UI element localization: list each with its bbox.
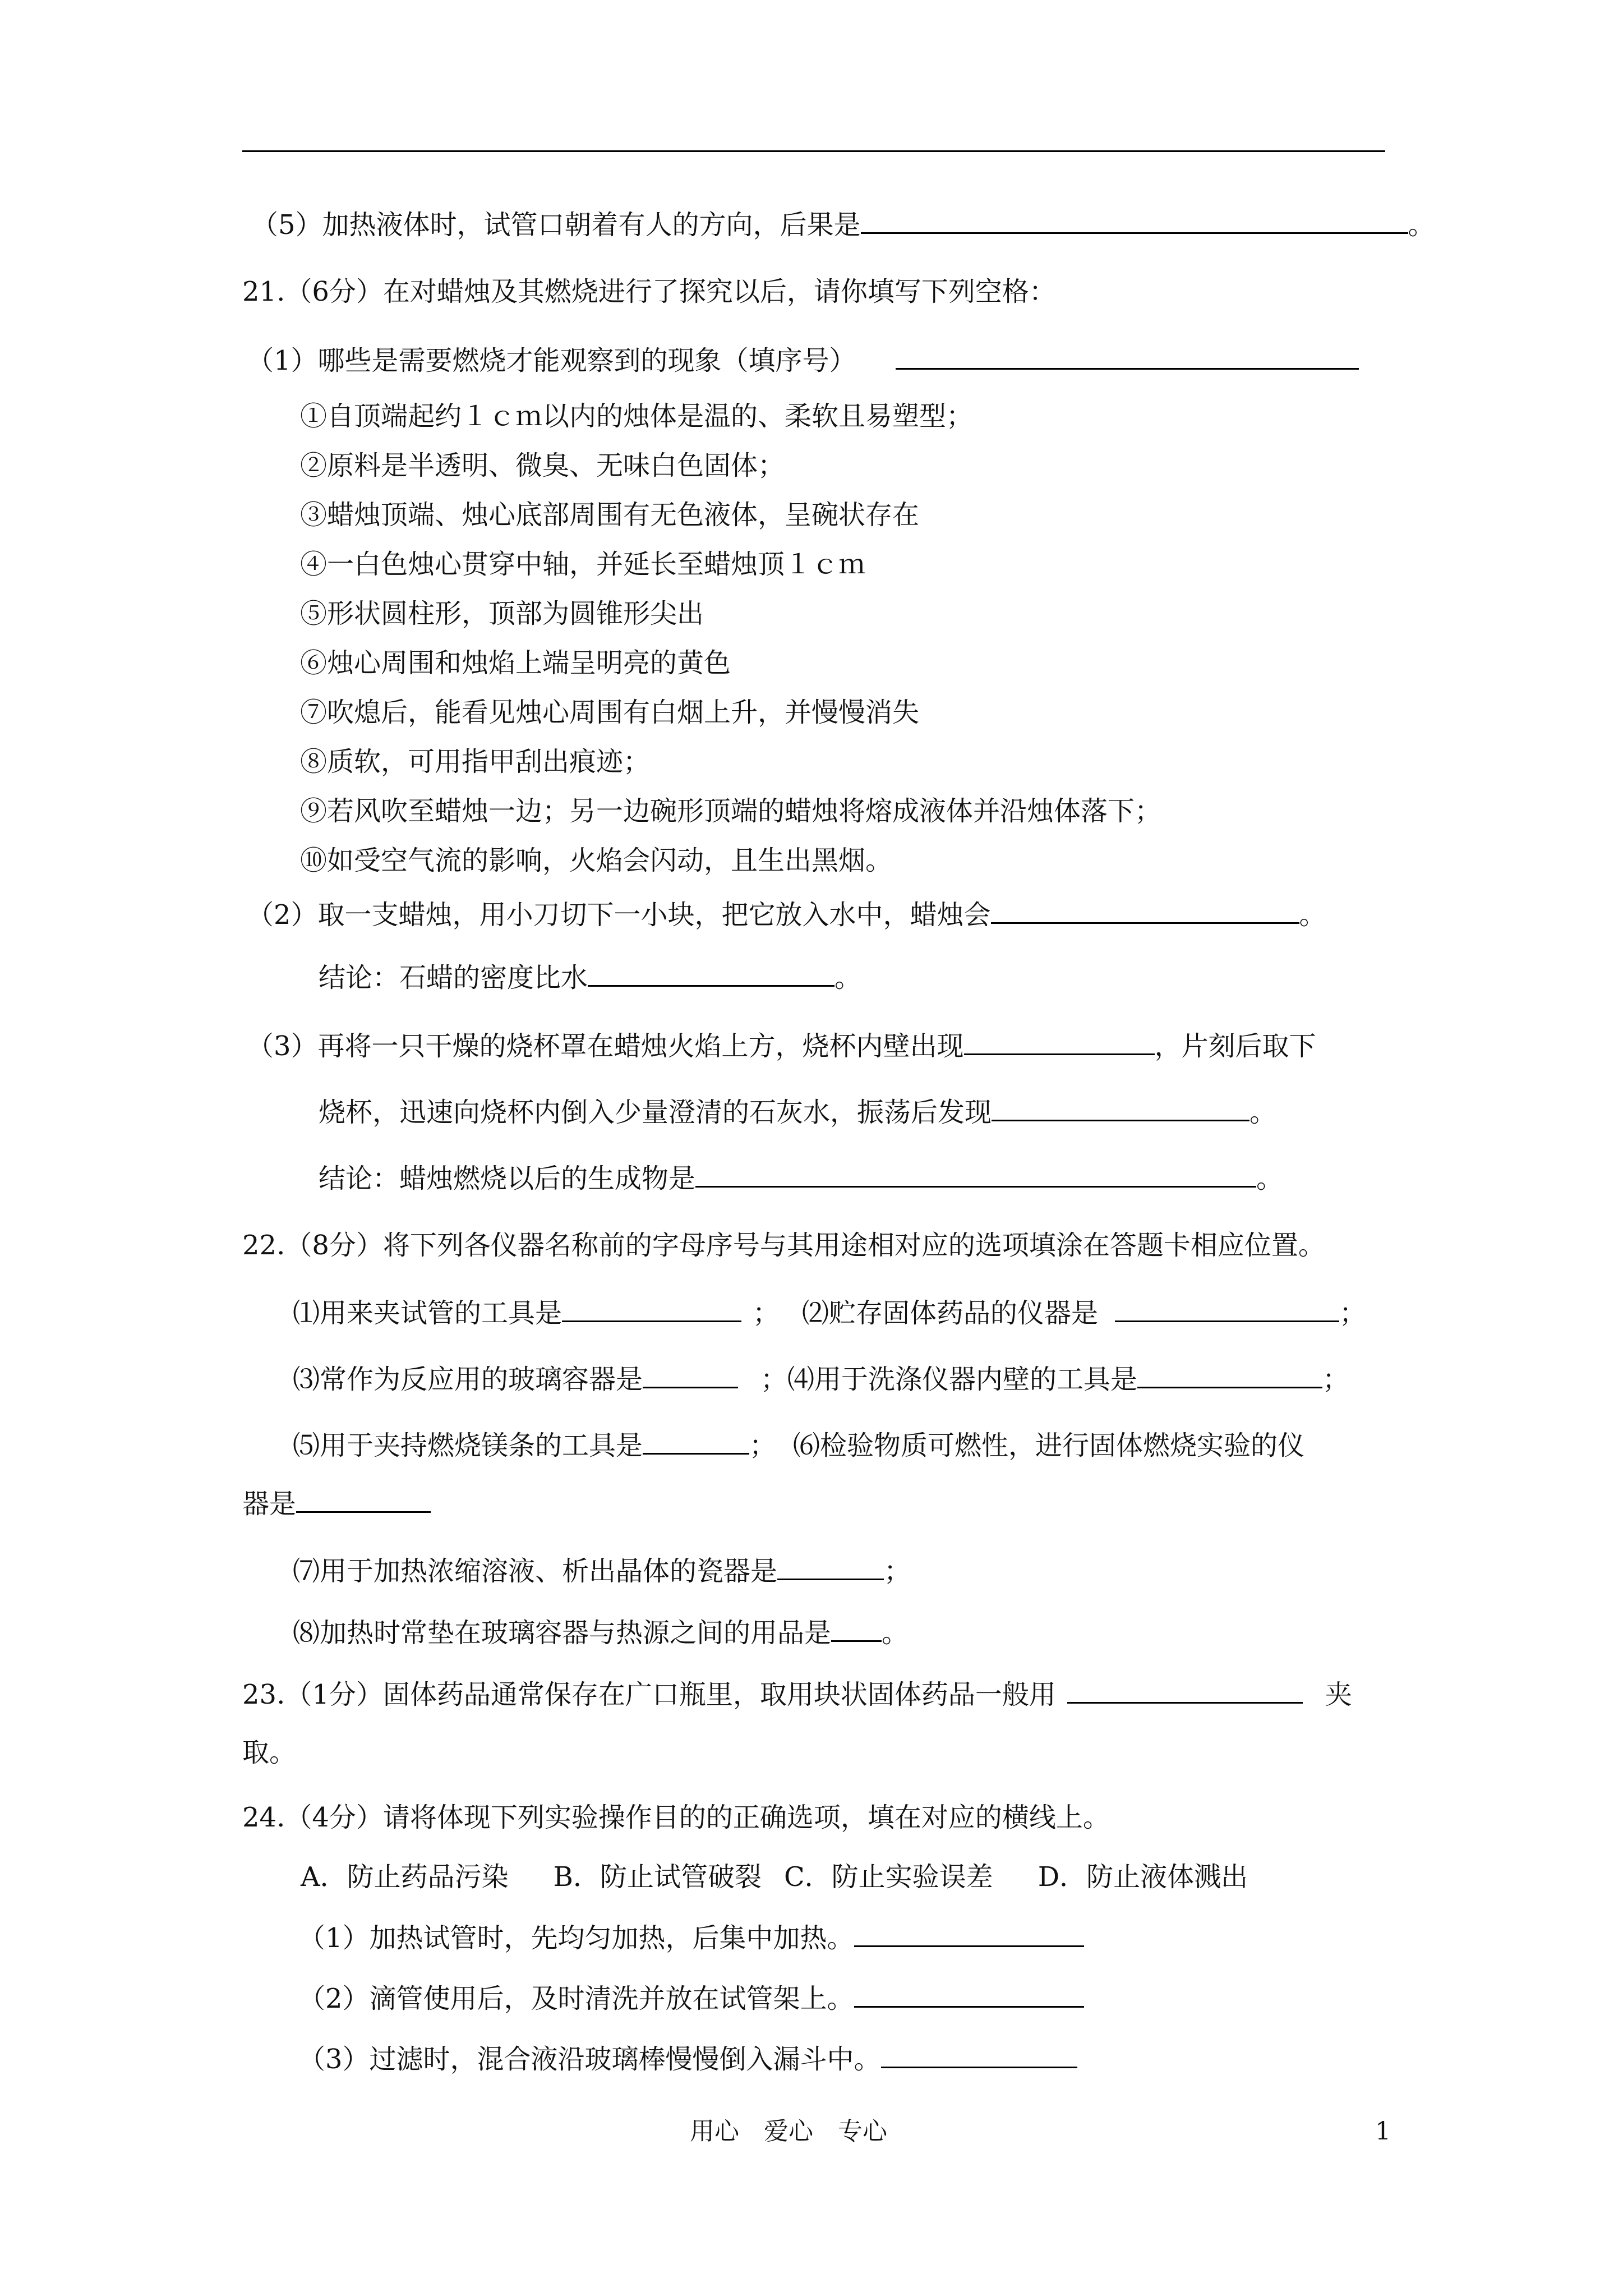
q21-part2: （2）取一支蜡烛，用小刀切下一小块，把它放入水中，蜡烛会 。 xyxy=(247,898,1326,932)
q22-row3-cont: 器是 xyxy=(242,1487,431,1521)
answer-blank[interactable] xyxy=(777,1554,884,1580)
q21-part3-line1: （3）再将一只干燥的烧杯罩在蜡烛火焰上方，烧杯内壁出现 ，片刻后取下 xyxy=(247,1029,1316,1063)
answer-blank[interactable] xyxy=(992,1095,1249,1121)
answer-blank[interactable] xyxy=(964,1029,1155,1055)
q22-row4: ⑺用于加热浓缩溶液、析出晶体的瓷器是 ； xyxy=(293,1554,911,1588)
q24-option-a: A．防止药品污染 xyxy=(301,1861,509,1893)
q20-item5: （5）加热液体时，试管口朝着有人的方向，后果是 。 xyxy=(251,208,1435,242)
q23-cont: 取。 xyxy=(242,1737,297,1768)
q24-statement-2: （2）滴管使用后，及时清洗并放在试管架上。 xyxy=(298,1981,1084,2016)
q24-statement-1: （1）加热试管时，先均匀加热，后集中加热。 xyxy=(298,1921,1084,1955)
q21-option: ⑦吹熄后，能看见烛心周围有白烟上升，并慢慢消失 xyxy=(300,697,920,728)
answer-blank[interactable] xyxy=(588,960,834,987)
answer-blank[interactable] xyxy=(695,1161,1256,1188)
q22-row3: ⑸用于夹持燃烧镁条的工具是 ； ⑹检验物质可燃性，进行固体燃烧实验的仪 xyxy=(293,1428,1304,1462)
q24-title: 24.（4分）请将体现下列实验操作目的的正确选项，填在对应的横线上。 xyxy=(242,1802,1110,1833)
q22-row1: ⑴用来夹试管的工具是 ； ⑵贮存固体药品的仪器是 ； xyxy=(293,1296,1366,1330)
q21-option: ⑥烛心周围和烛焰上端呈明亮的黄色 xyxy=(300,647,731,679)
q21-option: ⑧质软，可用指甲刮出痕迹； xyxy=(300,746,651,777)
q21-option: ⑤形状圆柱形，顶部为圆锥形尖出 xyxy=(300,598,704,629)
answer-blank[interactable] xyxy=(831,1616,882,1642)
answer-blank[interactable] xyxy=(562,1296,741,1322)
q21-option: ⑨若风吹至蜡烛一边；另一边碗形顶端的蜡烛将熔成液体并沿烛体落下； xyxy=(300,795,1162,827)
q22-row5: ⑻加热时常垫在玻璃容器与热源之间的用品是 。 xyxy=(293,1616,909,1650)
answer-blank[interactable] xyxy=(854,1921,1084,1947)
q24-options xyxy=(301,1860,1248,1894)
answer-blank[interactable] xyxy=(881,2042,1077,2068)
q21-option: ⑩如受空气流的影响，火焰会闪动，且生出黑烟。 xyxy=(300,845,893,876)
q21-title: 21.（6分）在对蜡烛及其燃烧进行了探究以后，请你填写下列空格： xyxy=(242,276,1056,307)
q21-part2-conclusion: 结论：石蜡的密度比水 。 xyxy=(319,960,861,995)
footer-motto: 用心 爱心 专心 xyxy=(690,2117,887,2146)
q21-option: ④一白色烛心贯穿中轴，并延长至蜡烛顶１ｃｍ xyxy=(300,549,866,580)
q24-option-c: C．防止实验误差 xyxy=(783,1861,993,1893)
q21-part1: （1）哪些是需要燃烧才能观察到的现象（填序号） xyxy=(247,343,1359,378)
answer-blank[interactable] xyxy=(861,208,1408,234)
answer-blank[interactable] xyxy=(296,1487,431,1513)
q22-title: 22.（8分）将下列各仪器名称前的字母序号与其用途相对应的选项填涂在答题卡相应位置。 xyxy=(242,1230,1325,1261)
q21-option: ②原料是半透明、微臭、无味白色固体； xyxy=(300,450,785,481)
q21-option: ③蜡烛顶端、烛心底部周围有无色液体，呈碗状存在 xyxy=(300,499,920,531)
q22-row2: ⑶常作为反应用的玻璃容器是 ；⑷用于洗涤仪器内壁的工具是 ； xyxy=(293,1362,1349,1396)
q21-part3-line2: 烧杯，迅速向烧杯内倒入少量澄清的石灰水，振荡后发现 。 xyxy=(319,1095,1276,1129)
q24-option-b: B．防止试管破裂 xyxy=(553,1861,762,1893)
answer-blank[interactable] xyxy=(896,343,1359,370)
page-number: 1 xyxy=(1375,2117,1391,2146)
answer-blank[interactable] xyxy=(1115,1296,1339,1322)
q24-option-d: D．防止液体溅出 xyxy=(1038,1861,1248,1893)
answer-blank[interactable] xyxy=(643,1428,749,1455)
answer-blank[interactable] xyxy=(643,1362,738,1388)
q24-statement-3: （3）过滤时，混合液沿玻璃棒慢慢倒入漏斗中。 xyxy=(298,2042,1077,2076)
q23-title: 23.（1分）固体药品通常保存在广口瓶里，取用块状固体药品一般用 夹 xyxy=(242,1677,1352,1711)
answer-blank[interactable] xyxy=(1067,1677,1303,1704)
answer-blank[interactable] xyxy=(991,898,1299,924)
answer-blank[interactable] xyxy=(1137,1362,1322,1388)
answer-blank[interactable] xyxy=(854,1981,1084,2008)
q21-part3-conclusion: 结论：蜡烛燃烧以后的生成物是 。 xyxy=(319,1161,1283,1195)
header-rule xyxy=(242,150,1385,152)
q21-option: ①自顶端起约１ｃｍ以内的烛体是温的、柔软且易塑型； xyxy=(300,401,974,432)
